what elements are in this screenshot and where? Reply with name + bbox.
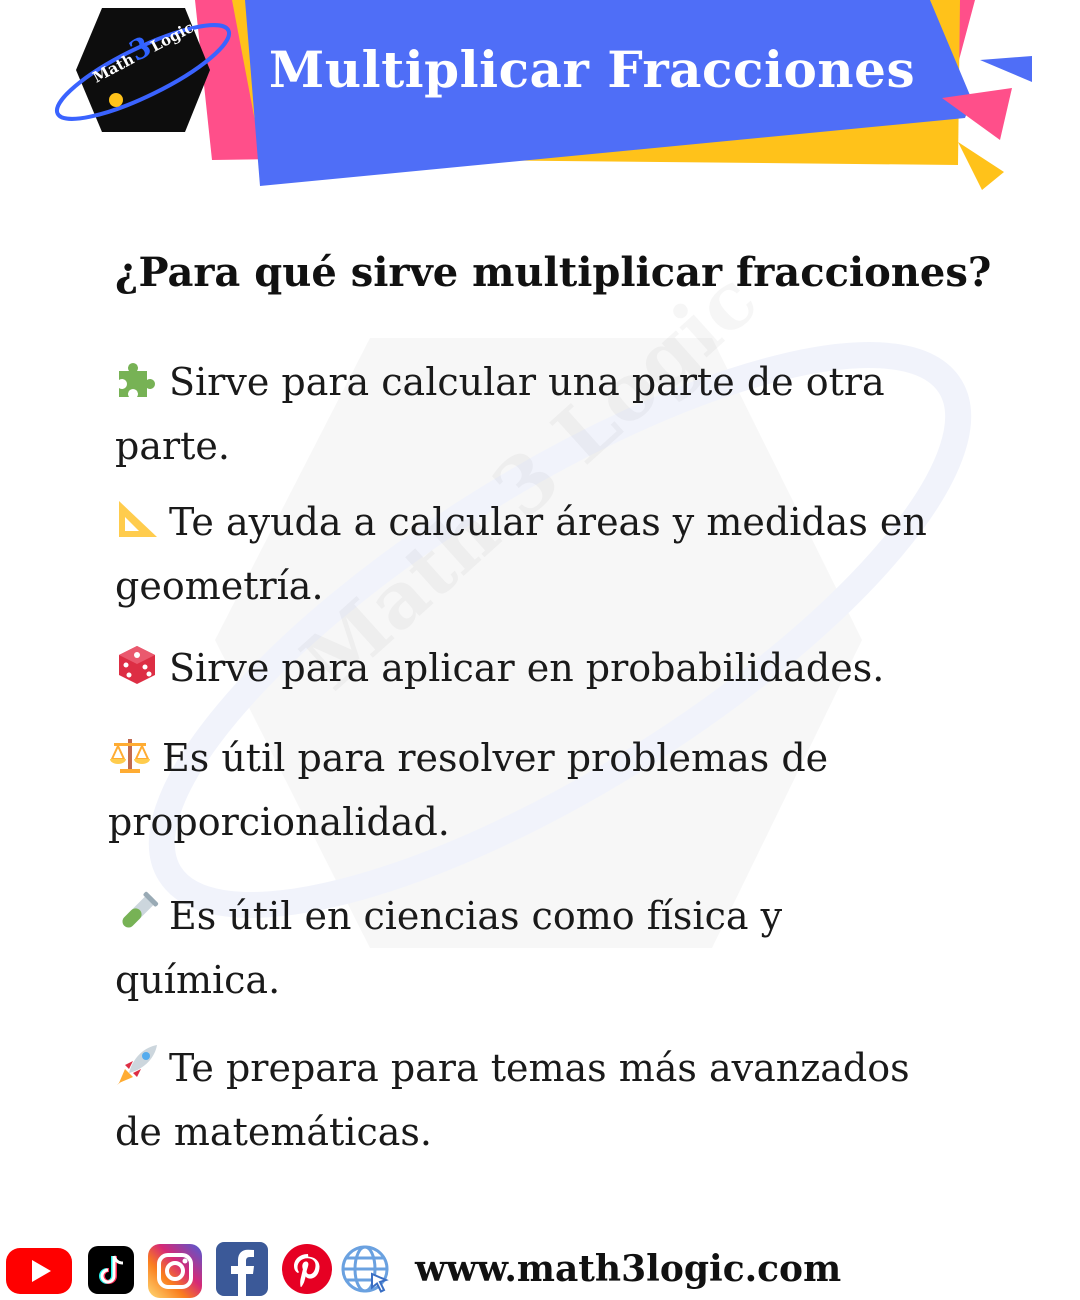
pinterest-icon[interactable] [282,1244,332,1294]
list-item: Sirve para aplicar en probabilidades. [115,636,884,700]
instagram-icon[interactable] [148,1244,202,1298]
page-title: Multiplicar Fracciones [268,40,916,99]
test-tube-icon [115,891,159,935]
facebook-icon[interactable] [216,1242,268,1296]
rocket-icon [115,1043,159,1087]
tiktok-icon[interactable] [88,1246,134,1294]
puzzle-icon [115,357,159,401]
balance-scale-icon [108,733,152,777]
logo-wordmark: Math3Logic [89,18,197,87]
list-item: Es útil para resolver problemas de proporcionalidad. [108,726,828,854]
list-item: Es útil en ciencias como física y química. [115,884,782,1012]
list-item: Te ayuda a calcular áreas y medidas en geometría. [115,490,927,618]
section-heading: ¿Para qué sirve multiplicar fracciones? [115,249,992,296]
triangle-ruler-icon [115,497,159,541]
list-item: Sirve para calcular una parte de otra parte. [115,350,885,478]
dice-icon [115,643,159,687]
list-item: Te prepara para temas más avanzados de matemáticas. [115,1036,910,1164]
youtube-icon[interactable] [6,1248,72,1294]
website-link[interactable]: www.math3logic.com [415,1248,842,1290]
footer [0,1240,1080,1300]
web-globe-icon[interactable] [340,1244,394,1298]
